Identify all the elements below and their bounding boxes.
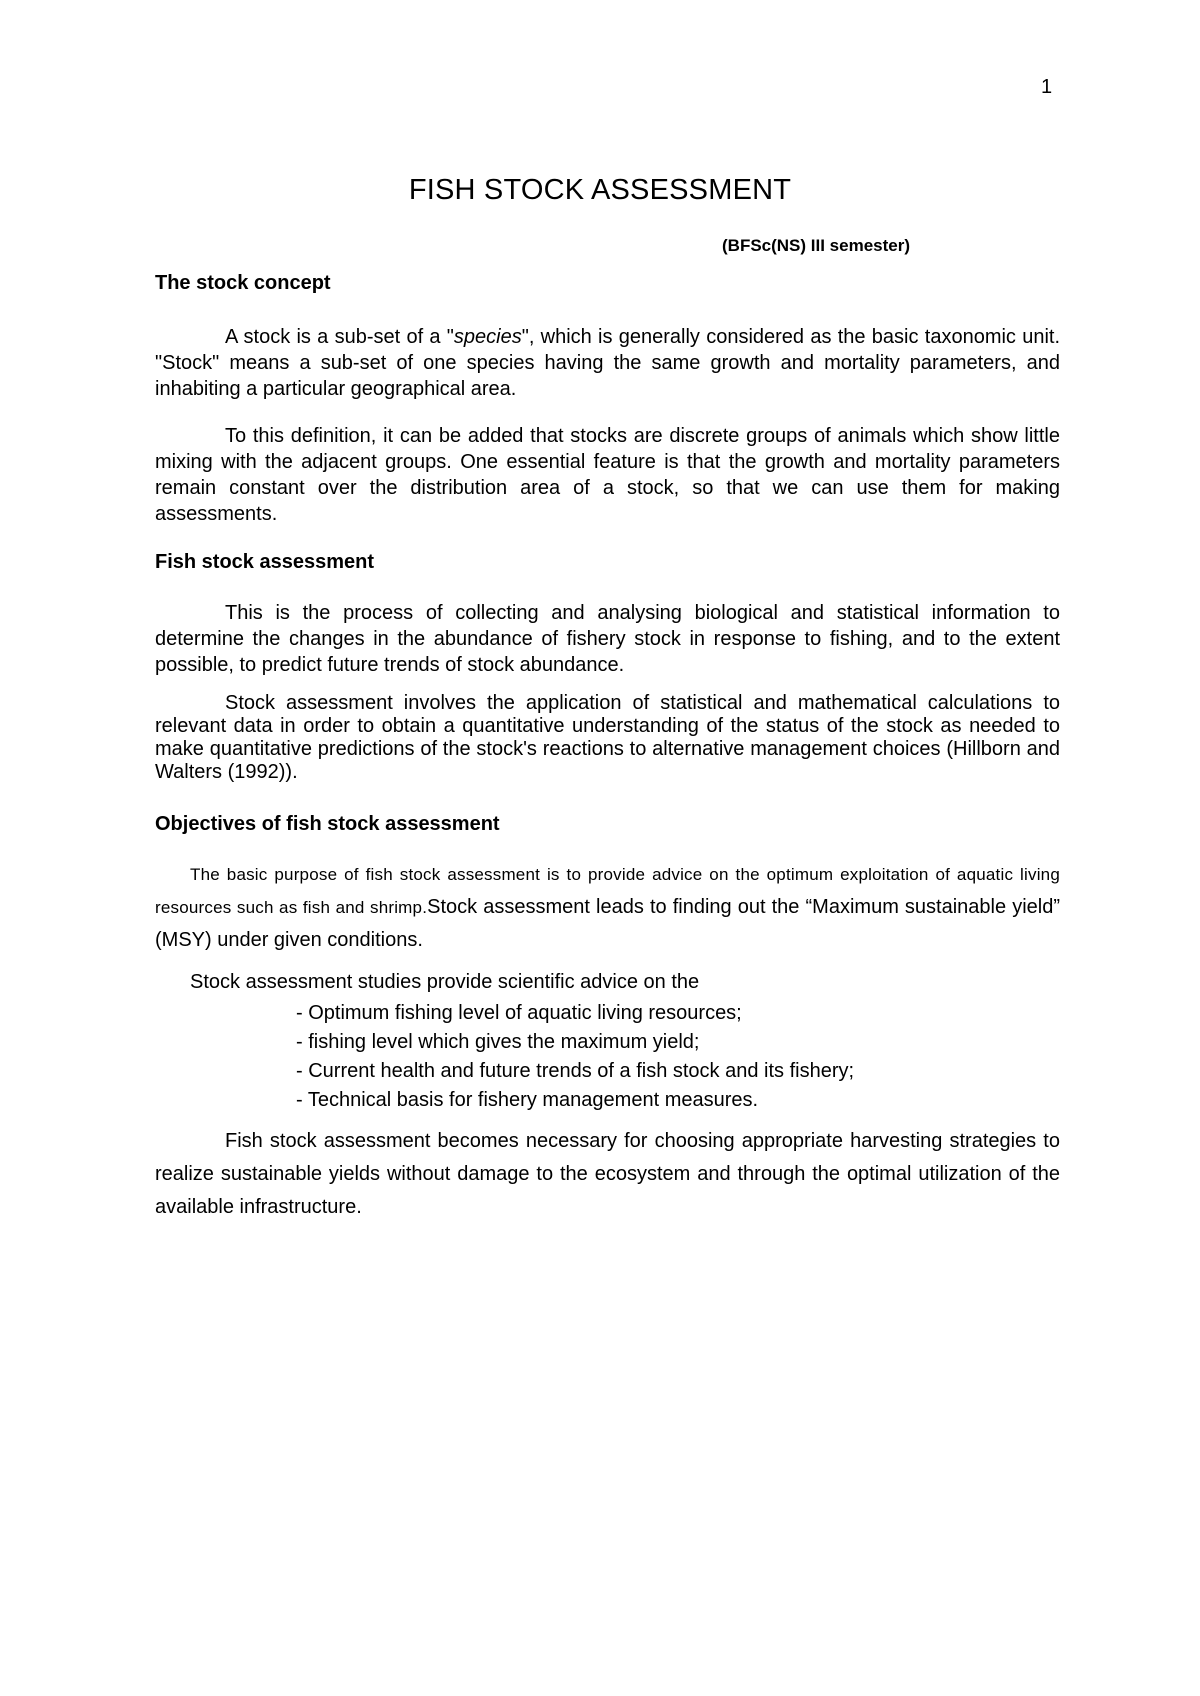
- list-item: - Current health and future trends of a fish stock and its fishery;: [296, 1060, 855, 1082]
- list-item: - fishing level which gives the maximum yield;: [296, 1031, 700, 1053]
- objectives-text-small: The basic purpose of fish stock assessment is to provide advice on the optimum exploitation of aquatic living resources such as fish and shrimp.: [155, 865, 1060, 917]
- stock-concept-paragraph-2: [155, 423, 1060, 527]
- list-item: - Optimum fishing level of aquatic living resources;: [296, 1002, 742, 1024]
- page-number: 1: [1041, 76, 1053, 98]
- assessment-paragraph-2: [155, 692, 1060, 784]
- objectives-paragraph-1: [155, 858, 1060, 957]
- species-term: species: [453, 326, 522, 348]
- stock-concept-text-a: A stock is a sub-set of a ": [225, 326, 454, 348]
- stock-concept-paragraph-1: [155, 324, 1060, 402]
- assessment-text-a: This is the process of collecting and analysing biological and statistical information to determine the changes in the abundance of fishery stock in response to fishing, and to the extent possible, to predict future trends of stock abundance.: [155, 602, 1060, 676]
- document-title: FISH STOCK ASSESSMENT: [408, 174, 792, 206]
- objectives-list: [296, 999, 854, 1115]
- heading-objectives: Objectives of fish stock assessment: [155, 813, 500, 835]
- heading-stock-concept: The stock concept: [155, 272, 331, 294]
- assessment-text-b: Stock assessment involves the application of statistical and mathematical calculations to relevant data in order to obtain a quantitative understanding of the status of the stock as needed to make quantitative predictions of the stock's reactions to alternative management choices (Hillborn and Walters (1992)).: [155, 692, 1060, 783]
- stock-concept-text-b: ", which is generally considered as the basic taxonomic unit. "Stock" means a sub-set of one species having the same growth and mortality parameters, and inhabiting a particular geographical area.: [155, 326, 1060, 400]
- objectives-text-main: Stock assessment leads to finding out the “Maximum sustainable yield” (MSY) under given conditions.: [155, 896, 1060, 951]
- objectives-list-intro: Stock assessment studies provide scientific advice on the: [190, 971, 700, 993]
- heading-fish-stock-assessment: Fish stock assessment: [155, 551, 374, 573]
- document-subtitle: (BFSc(NS) III semester): [722, 236, 910, 255]
- list-item: - Technical basis for fishery management measures.: [296, 1089, 759, 1111]
- stock-concept-text-c: To this definition, it can be added that stocks are discrete groups of animals which show little mixing with the adjacent groups. One essential feature is that the growth and mortality parameters remain constant over the distribution area of a stock, so that we can use them for making assessments.: [155, 425, 1060, 525]
- assessment-paragraph-1: [155, 600, 1060, 678]
- closing-text: Fish stock assessment becomes necessary for choosing appropriate harvesting strategies to realize sustainable yields without damage to the ecosystem and through the optimal utilization of the available infrastructure.: [155, 1130, 1060, 1218]
- closing-paragraph: [155, 1125, 1060, 1224]
